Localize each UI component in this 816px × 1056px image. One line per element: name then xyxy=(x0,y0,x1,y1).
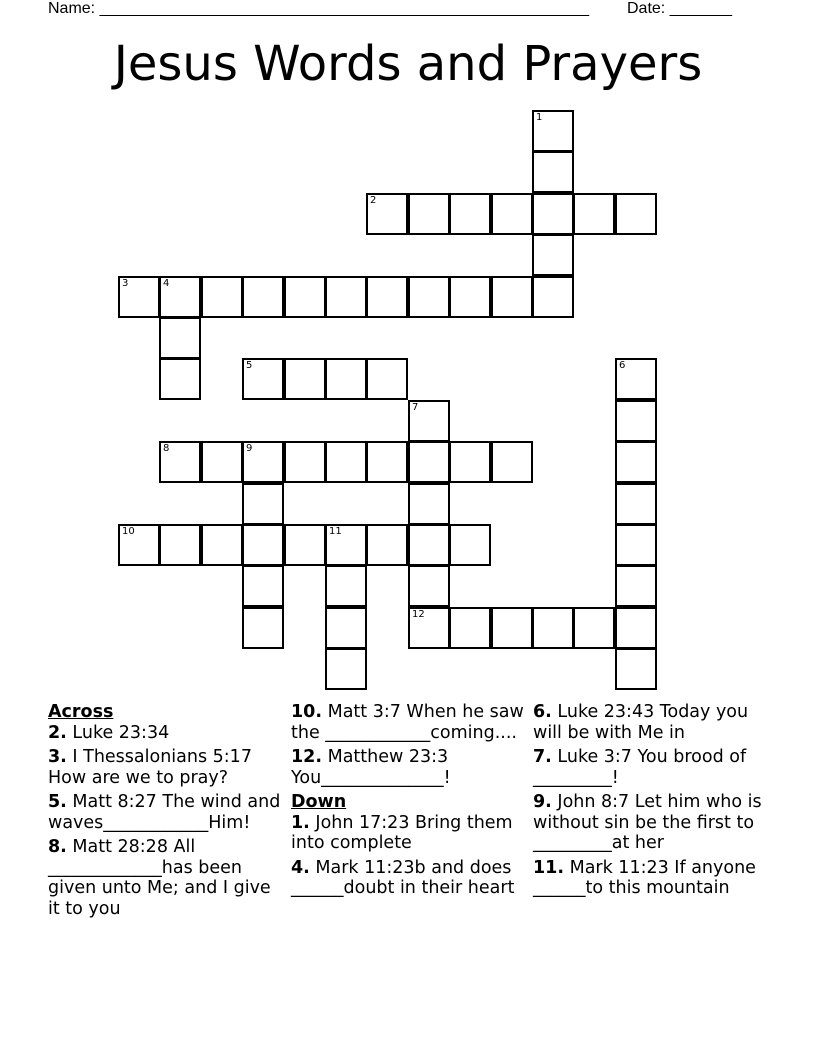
grid-cell[interactable] xyxy=(449,276,491,318)
clue-number: 6 xyxy=(619,360,626,371)
grid-cell[interactable] xyxy=(573,193,615,235)
grid-cell[interactable] xyxy=(284,441,326,483)
grid-cell[interactable] xyxy=(491,441,533,483)
clues-column-3 xyxy=(533,702,769,903)
clue-number: 1 xyxy=(536,112,543,123)
down-clue-7: 7. Luke 3:7 You brood of _________! xyxy=(533,747,747,788)
grid-cell[interactable] xyxy=(159,441,201,483)
clue-number: 10 xyxy=(122,526,135,537)
grid-cell[interactable] xyxy=(615,441,657,483)
grid-cell[interactable] xyxy=(284,276,326,318)
clue-number: 11 xyxy=(329,526,342,537)
name-field: Name: _______________________________________________________ xyxy=(48,0,589,17)
down-clue-4: 4. Mark 11:23b and does ______doubt in their heart xyxy=(291,857,515,898)
down-clue-9: 9. John 8:7 Let him who is without sin be the first to _________at her xyxy=(533,792,762,853)
grid-cell[interactable] xyxy=(532,110,574,152)
grid-cell[interactable] xyxy=(242,565,284,607)
grid-cell[interactable] xyxy=(408,193,450,235)
across-clue-10: 10. Matt 3:7 When he saw the ____________coming.... xyxy=(291,702,524,743)
grid-cell[interactable] xyxy=(615,358,657,400)
grid-cell[interactable] xyxy=(159,276,201,318)
grid-cell[interactable] xyxy=(242,524,284,566)
grid-cell[interactable] xyxy=(201,524,243,566)
across-clue-2: 2. Luke 23:34 xyxy=(48,722,170,743)
grid-cell[interactable] xyxy=(201,441,243,483)
across-clue-12: 12. Matthew 23:3 You______________! xyxy=(291,747,451,788)
clues-column-1 xyxy=(48,702,284,923)
grid-cell[interactable] xyxy=(325,524,367,566)
grid-cell[interactable] xyxy=(366,524,408,566)
grid-cell[interactable] xyxy=(449,193,491,235)
grid-cell[interactable] xyxy=(408,483,450,525)
grid-cell[interactable] xyxy=(573,607,615,649)
grid-cell[interactable] xyxy=(118,276,160,318)
clue-number: 12 xyxy=(412,609,425,620)
grid-cell[interactable] xyxy=(242,276,284,318)
grid-cell[interactable] xyxy=(159,358,201,400)
grid-cell[interactable] xyxy=(532,607,574,649)
down-clue-11: 11. Mark 11:23 If anyone ______to this mountain xyxy=(533,857,756,898)
grid-cell[interactable] xyxy=(325,648,367,690)
grid-cell[interactable] xyxy=(366,193,408,235)
clue-number: 2 xyxy=(370,195,377,206)
grid-cell[interactable] xyxy=(408,400,450,442)
grid-cell[interactable] xyxy=(366,276,408,318)
grid-cell[interactable] xyxy=(449,607,491,649)
grid-cell[interactable] xyxy=(449,441,491,483)
date-field: Date: _______ xyxy=(627,0,732,17)
grid-cell[interactable] xyxy=(242,441,284,483)
grid-cell[interactable] xyxy=(201,276,243,318)
grid-cell[interactable] xyxy=(325,565,367,607)
grid-cell[interactable] xyxy=(615,193,657,235)
grid-cell[interactable] xyxy=(615,648,657,690)
page-title: Jesus Words and Prayers xyxy=(113,36,703,92)
across-clue-8: 8. Matt 28:28 All _____________has been given unto Me; and I give it to you xyxy=(48,837,271,919)
grid-cell[interactable] xyxy=(532,151,574,193)
grid-cell[interactable] xyxy=(615,483,657,525)
grid-cell[interactable] xyxy=(159,317,201,359)
clue-number: 7 xyxy=(412,402,419,413)
grid-cell[interactable] xyxy=(325,276,367,318)
clue-number: 3 xyxy=(122,278,129,289)
grid-cell[interactable] xyxy=(408,441,450,483)
grid-cell[interactable] xyxy=(159,524,201,566)
grid-cell[interactable] xyxy=(615,607,657,649)
clue-number: 5 xyxy=(246,360,253,371)
clue-number: 8 xyxy=(163,443,170,454)
grid-cell[interactable] xyxy=(325,358,367,400)
clue-number: 4 xyxy=(163,278,170,289)
down-heading: Down xyxy=(291,792,347,812)
grid-cell[interactable] xyxy=(408,565,450,607)
across-heading: Across xyxy=(48,702,114,722)
grid-cell[interactable] xyxy=(242,358,284,400)
grid-cell[interactable] xyxy=(491,607,533,649)
grid-cell[interactable] xyxy=(491,193,533,235)
grid-cell[interactable] xyxy=(242,483,284,525)
grid-cell[interactable] xyxy=(284,524,326,566)
clue-number: 9 xyxy=(246,443,253,454)
grid-cell[interactable] xyxy=(408,276,450,318)
grid-cell[interactable] xyxy=(408,607,450,649)
grid-cell[interactable] xyxy=(118,524,160,566)
grid-cell[interactable] xyxy=(615,400,657,442)
across-clue-3: 3. I Thessalonians 5:17 How are we to pray? xyxy=(48,747,252,788)
clues-column-2 xyxy=(291,702,527,903)
grid-cell[interactable] xyxy=(284,358,326,400)
grid-cell[interactable] xyxy=(615,565,657,607)
down-clue-6: 6. Luke 23:43 Today you will be with Me in xyxy=(533,702,749,743)
grid-cell[interactable] xyxy=(449,524,491,566)
grid-cell[interactable] xyxy=(532,193,574,235)
grid-cell[interactable] xyxy=(242,607,284,649)
grid-cell[interactable] xyxy=(532,234,574,276)
grid-cell[interactable] xyxy=(615,524,657,566)
grid-cell[interactable] xyxy=(532,276,574,318)
grid-cell[interactable] xyxy=(325,607,367,649)
grid-cell[interactable] xyxy=(366,441,408,483)
grid-cell[interactable] xyxy=(408,524,450,566)
across-clue-5: 5. Matt 8:27 The wind and waves____________Him! xyxy=(48,792,281,833)
grid-cell[interactable] xyxy=(325,441,367,483)
grid-cell[interactable] xyxy=(366,358,408,400)
down-clue-1: 1. John 17:23 Bring them into complete xyxy=(291,812,513,853)
grid-cell[interactable] xyxy=(491,276,533,318)
